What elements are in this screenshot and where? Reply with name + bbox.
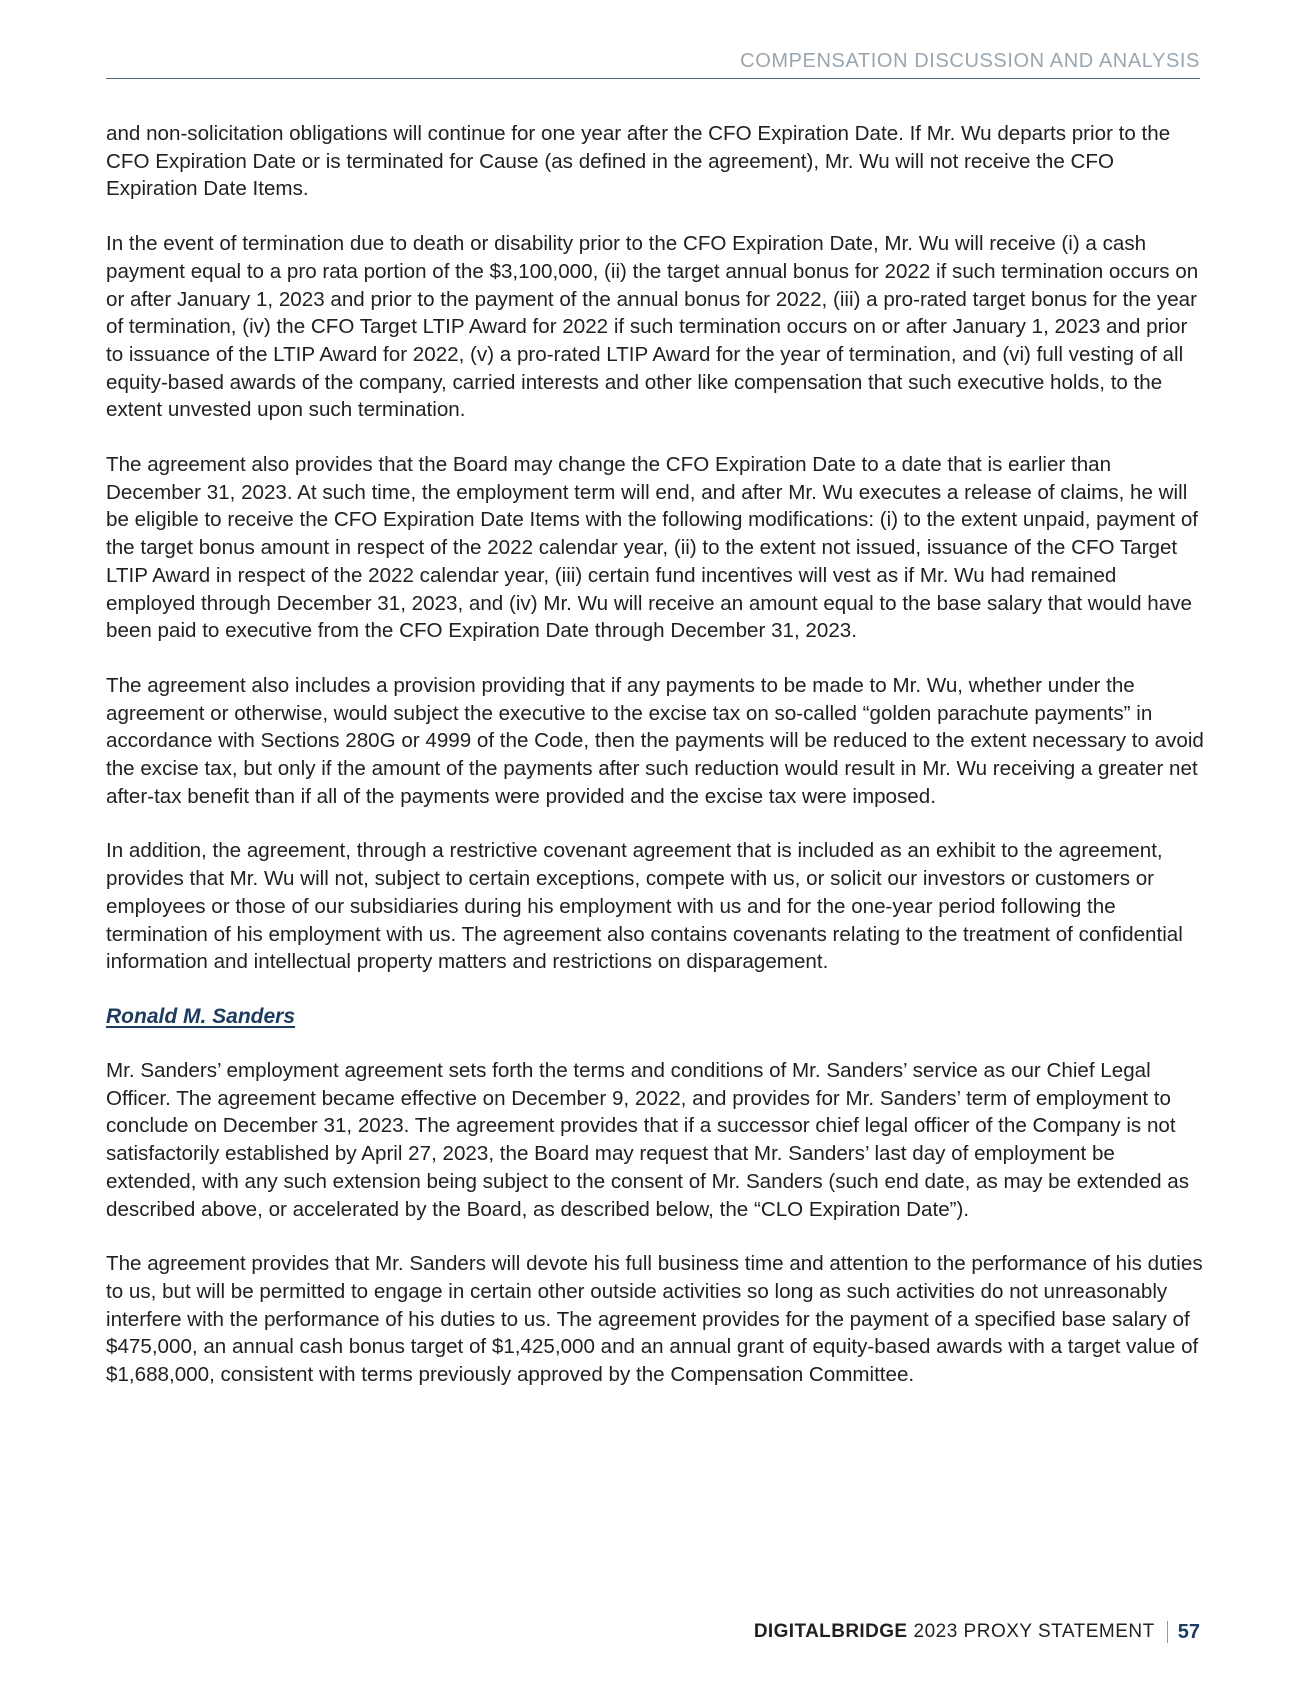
paragraph-cfo-obligations: and non-solicitation obligations will continue for one year after the CFO Expiration Date. If Mr. Wu departs prior to the CFO Expiration Date or is terminated for Cause (as defined in the agreement), Mr. Wu will not receive the CFO Expiration Date Items. bbox=[106, 122, 1171, 201]
paragraph-cfo-board-change: The agreement also provides that the Board may change the CFO Expiration Date to a date that is earlier than December 31, 2023. At such time, the employment term will end, and after Mr. Wu executes a release of claims, he will be eligible to receive the CFO Expiration Date Items with the following modifications: (i) to the extent unpaid, payment of the target bonus amount in respect of the 2022 calendar year, (ii) to the extent not issued, issuance of the CFO Target LTIP Award in respect of the 2022 calendar year, (iii) certain fund incentives will vest as if Mr. Wu had remained employed through December 31, 2023, and (iv) Mr. Wu will receive an amount equal to the base salary that would have been paid to executive from the CFO Expiration Date through December 31, 2023. bbox=[106, 453, 1199, 643]
section-heading-ronald-sanders: Ronald M. Sanders bbox=[106, 1004, 296, 1028]
paragraph-cfo-death-disability: In the event of termination due to death or disability prior to the CFO Expiration Date, Mr. Wu will receive (i) a cash payment equal to a pro rata portion of the $3,100,000, (ii) the target annual bonus for 2022 if such termination occurs on or after January 1, 2023 and prior to the payment of the annual bonus for 2022, (iii) a pro-rated target bonus for the year of termination, (iv) the CFO Target LTIP Award for 2022 if such termination occurs on or after January 1, 2023 and prior to issuance of the LTIP Award for 2022, (v) a pro-rated LTIP Award for the year of termination, and (vi) full vesting of all equity-based awards of the company, carried interests and other like compensation that such executive holds, to the extent unvested upon such termination. bbox=[106, 232, 1199, 422]
paragraph-clo-compensation: The agreement provides that Mr. Sanders will devote his full business time and attention to the performance of his duties to us, but will be permitted to engage in certain other outside activities so long as such activities do not unreasonably interfere with the performance of his duties to us. The agreement provides for the payment of a specified base salary of $475,000, an annual cash bonus target of $1,425,000 and an annual grant of equity-based awards with a target value of $1,688,000, consistent with terms previously approved by the Compensation Committee. bbox=[106, 1252, 1203, 1387]
page-number: 57 bbox=[1177, 1620, 1200, 1643]
footer-document-title: 2023 PROXY STATEMENT bbox=[913, 1621, 1155, 1642]
paragraph-clo-agreement: Mr. Sanders’ employment agreement sets forth the terms and conditions of Mr. Sanders’ service as our Chief Legal Officer. The agreement became effective on December 9, 2022, and provides for Mr. Sanders’ term of employment to conclude on December 31, 2023. The agreement provides that if a successor chief legal officer of the Company is not satisfactorily established by April 27, 2023, the Board may request that Mr. Sanders’ last day of employment be extended, with any such extension being subject to the consent of Mr. Sanders (such end date, as may be extended as described above, or accelerated by the Board, as described below, the “CLO Expiration Date”). bbox=[106, 1058, 1189, 1221]
section-title: COMPENSATION DISCUSSION AND ANALYSIS bbox=[740, 50, 1200, 72]
page-footer bbox=[754, 1618, 1200, 1646]
page-content bbox=[106, 120, 1206, 1416]
footer-company-name: DIGITALBRIDGE bbox=[753, 1621, 908, 1642]
footer-divider bbox=[1167, 1621, 1168, 1643]
paragraph-cfo-restrictive-covenant: In addition, the agreement, through a restrictive covenant agreement that is included as an exhibit to the agreement, provides that Mr. Wu will not, subject to certain exceptions, compete with us, or solicit our investors or customers or employees or those of our subsidiaries during his employment with us and for the one-year period following the termination of his employment with us. The agreement also contains covenants relating to the treatment of confidential information and intellectual property matters and restrictions on disparagement. bbox=[106, 839, 1183, 974]
page-header bbox=[106, 44, 1200, 79]
paragraph-cfo-golden-parachute: The agreement also includes a provision providing that if any payments to be made to Mr. Wu, whether under the agreement or otherwise, would subject the executive to the excise tax on so-called “golden parachute payments” in accordance with Sections 280G or 4999 of the Code, then the payments will be reduced to the extent necessary to avoid the excise tax, but only if the amount of the payments after such reduction would result in Mr. Wu receiving a greater net after-tax benefit than if all of the payments were provided and the excise tax were imposed. bbox=[106, 673, 1204, 808]
